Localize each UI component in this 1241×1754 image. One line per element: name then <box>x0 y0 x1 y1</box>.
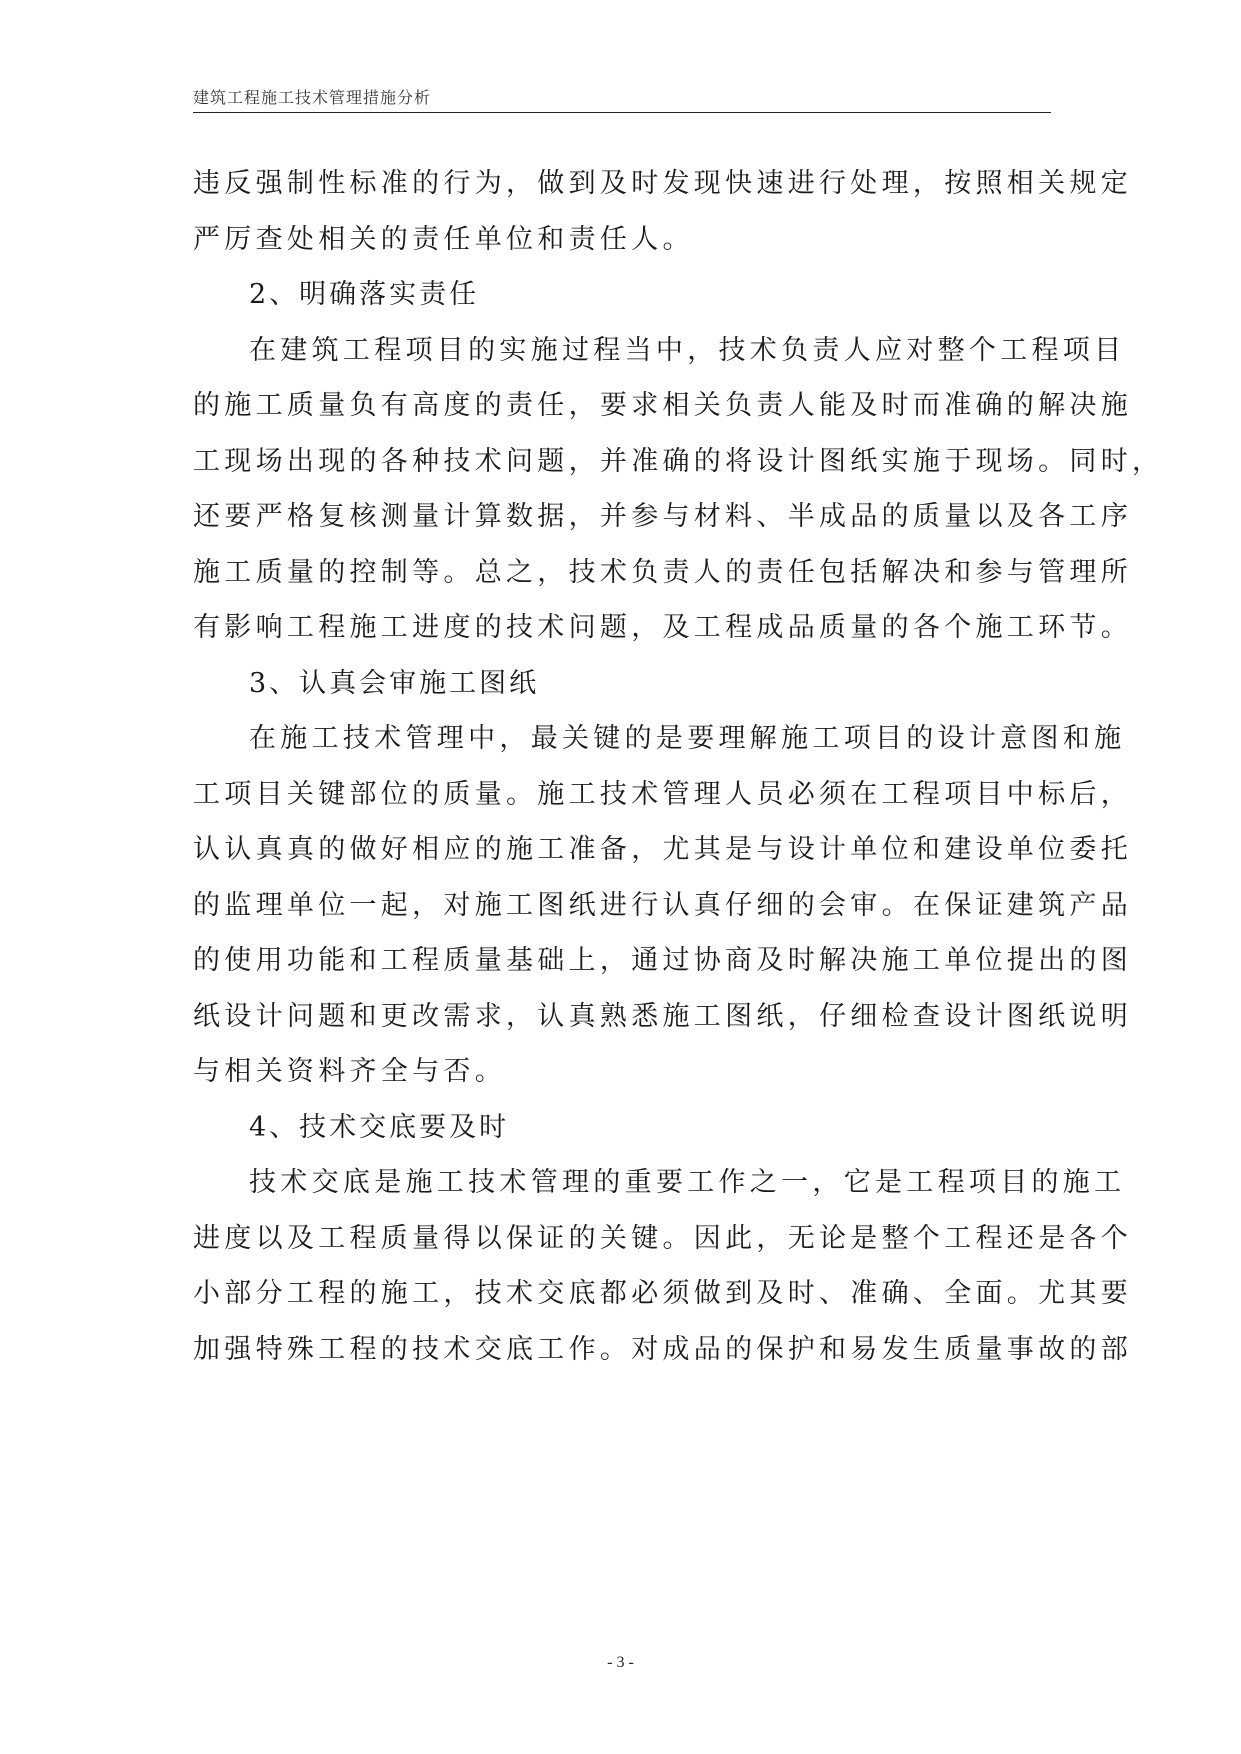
body-line: 的监理单位一起，对施工图纸进行认真仔细的会审。在保证建筑产品 <box>193 889 1132 921</box>
body-line: 工现场出现的各种技术问题，并准确的将设计图纸实施于现场。同时， <box>193 445 1164 477</box>
body-line: 的施工质量负有高度的责任，要求相关负责人能及时而准确的解决施 <box>193 390 1132 421</box>
page-header <box>193 88 1051 113</box>
body-line: 加强特殊工程的技术交底工作。对成品的保护和易发生质量事故的部 <box>193 1333 1132 1365</box>
body-line: 进度以及工程质量得以保证的关键。因此，无论是整个工程还是各个 <box>193 1222 1132 1254</box>
body-line: 纸设计问题和更改需求，认真熟悉施工图纸，仔细检查设计图纸说明 <box>193 1000 1132 1032</box>
body-line: 违反强制性标准的行为，做到及时发现快速进行处理，按照相关规定 <box>193 168 1132 199</box>
body-line: 施工质量的控制等。总之，技术负责人的责任包括解决和参与管理所 <box>193 556 1132 588</box>
document-body <box>193 156 1164 1377</box>
header-title: 建筑工程施工技术管理措施分析 <box>193 88 432 107</box>
section-heading: 2、明确落实责任 <box>249 279 480 310</box>
body-line: 与相关资料齐全与否。 <box>193 1056 506 1087</box>
body-line: 有影响工程施工进度的技术问题，及工程成品质量的各个施工环节。 <box>193 612 1132 643</box>
body-line: 的使用功能和工程质量基础上，通过协商及时解决施工单位提出的图 <box>193 945 1132 976</box>
page-number: - 3 - <box>607 1654 634 1671</box>
body-line: 还要严格复核测量计算数据，并参与材料、半成品的质量以及各工序 <box>193 501 1132 532</box>
body-line: 工项目关键部位的质量。施工技术管理人员必须在工程项目中标后， <box>193 778 1132 810</box>
body-line: 在建筑工程项目的实施过程当中，技术负责人应对整个工程项目 <box>249 334 1126 366</box>
body-line: 认认真真的做好相应的施工准备，尤其是与设计单位和建设单位委托 <box>193 834 1132 865</box>
body-line: 严厉查处相关的责任单位和责任人。 <box>193 223 694 255</box>
section-heading: 3、认真会审施工图纸 <box>249 667 540 699</box>
section-heading: 4、技术交底要及时 <box>249 1111 510 1143</box>
body-line: 在施工技术管理中，最关键的是要理解施工项目的设计意图和施 <box>249 723 1126 754</box>
body-line: 小部分工程的施工，技术交底都必须做到及时、准确、全面。尤其要 <box>193 1278 1132 1309</box>
body-line: 技术交底是施工技术管理的重要工作之一，它是工程项目的施工 <box>249 1167 1126 1198</box>
